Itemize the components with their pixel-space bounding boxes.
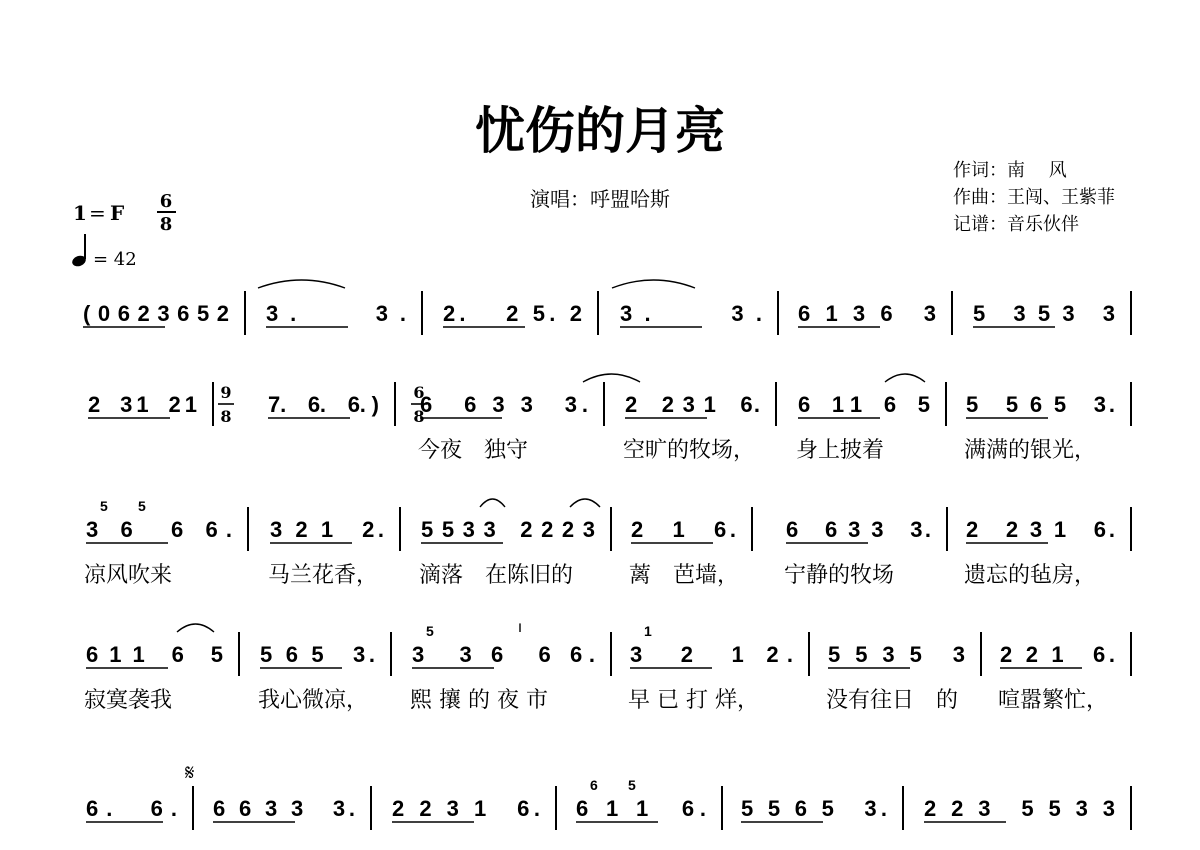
notation-row (83, 291, 1131, 335)
slur (612, 280, 695, 288)
lyricist-credit: 作词：南 风 (953, 160, 1067, 181)
time-change: 9 (220, 383, 232, 402)
lyric-line: 熙 攘 的 夜 市 (410, 688, 548, 713)
time-numerator: 6 (159, 191, 173, 212)
lyric-line: 空旷的牧场， (623, 438, 756, 463)
composer-credit: 作曲：王闯、王紫菲 (953, 187, 1115, 208)
measure-notes: 2 2 3 1 6. (392, 796, 540, 821)
measure-notes: ( 0 6 2 3 6 5 2 (83, 301, 229, 326)
slur (480, 499, 505, 507)
measure-notes: 5 5 6 5 3. (741, 796, 887, 821)
measure-notes: 6. 6. (86, 796, 177, 821)
grace-note: 5 (100, 498, 108, 514)
time-signature (157, 191, 176, 235)
measure-notes: 2 2 3 5 5 3 3 (924, 796, 1115, 821)
measure-notes: 6 1 3 6 3 (798, 301, 936, 326)
measure-notes: 3 2 1 2. (270, 517, 384, 542)
time-change: 8 (413, 407, 425, 426)
lyric-line: 遗忘的毡房， (964, 563, 1097, 588)
lyric-line: 寂寞袭我 (84, 688, 173, 713)
segno-icon: 𝄋 (185, 761, 195, 786)
measure-notes: 7. 6. 6. ) (268, 392, 379, 417)
key-equals: = (89, 201, 106, 225)
measure-notes: 6 6 3 3 3. (213, 796, 355, 821)
measure-notes: 6 1 1 6. (576, 796, 706, 821)
lyric-line: 身上披着 (796, 438, 885, 463)
measure-notes: 5 5 3 5 3 (828, 642, 965, 667)
measure-notes: 2 2 3 1 6. (625, 392, 760, 417)
lyric-line: 宁静的牧场 (784, 563, 895, 588)
lyric-line: 马兰花香， (268, 563, 379, 588)
lyric-line: 我心微凉， (258, 688, 369, 713)
grace-note: 5 (138, 498, 146, 514)
notation-rows (83, 280, 1131, 830)
measure-notes: 5 3 5 3 3 (973, 301, 1115, 326)
measure-notes: 3. 3. (620, 301, 762, 326)
measure-notes: 3 2 1 2. (630, 642, 793, 667)
grace-note: 1 (644, 623, 652, 639)
song-title: 忧伤的月亮 (475, 101, 725, 160)
time-change: 8 (220, 407, 232, 426)
slur (583, 374, 640, 382)
lyric-line: 凉风吹来 (84, 563, 173, 588)
slur (258, 280, 345, 288)
slur (885, 374, 925, 382)
key-letter: F (110, 201, 125, 225)
lyric-line: 早 已 打 烊， (628, 688, 759, 713)
lyric-line: 滴落 在陈旧的 (419, 563, 574, 588)
measure-notes: 5 5 3 3 2 2 2 3 (421, 517, 595, 542)
measure-notes: 2. 2 5. 2 (443, 301, 582, 326)
lyric-line: 今夜 独守 (418, 438, 529, 463)
measure-notes: 3. 3. (266, 301, 406, 326)
lyric-line: 没有往日 的 (826, 688, 959, 713)
measure-notes: 5 6 5 3. (260, 642, 375, 667)
key-tonic: 1 (73, 201, 87, 225)
tempo-value: = 42 (93, 249, 137, 270)
lyric-line: 满满的银光， (964, 438, 1097, 463)
lyric-line: 喧嚣繁忙， (998, 688, 1109, 713)
notation-row (86, 777, 1131, 830)
lyric-line: 蓠 芭墙， (629, 563, 740, 588)
notation-row (88, 382, 1131, 463)
singer-credit: 演唱：呼盟哈斯 (530, 187, 670, 211)
measure-notes: 6 6 3 3 3. (786, 517, 931, 542)
measure-notes: 5 5 6 5 3. (966, 392, 1115, 417)
measure-notes: 3 6 6 6. (86, 517, 232, 542)
time-denominator: 8 (159, 214, 173, 235)
measure-notes: 2 2 1 6. (1000, 642, 1115, 667)
slur (570, 499, 600, 507)
measure-notes: 6 1 1 6 5 (86, 642, 223, 667)
transcriber-credit: 记谱：音乐伙伴 (953, 214, 1079, 235)
notation-row (84, 623, 1131, 713)
grace-note: 5 (628, 777, 636, 793)
measure-notes: 6 1 1 6 5 (798, 392, 930, 417)
slur (177, 624, 214, 632)
measure-notes: 2 2 3 1 6. (966, 517, 1115, 542)
measure-notes: 2 3 1 2 1 (88, 392, 197, 417)
grace-note: 6 (590, 777, 598, 793)
tempo-marking (71, 234, 137, 270)
notation-row (84, 498, 1131, 588)
key-signature (73, 201, 124, 225)
measure-notes: 3 3 6 6 6. (412, 642, 595, 667)
measure-notes: 2 1 6. (631, 517, 736, 542)
grace-note: 5 (426, 623, 434, 639)
measure-notes: 6 6 3 3 3. (420, 392, 588, 417)
time-change: 6 (413, 383, 425, 402)
